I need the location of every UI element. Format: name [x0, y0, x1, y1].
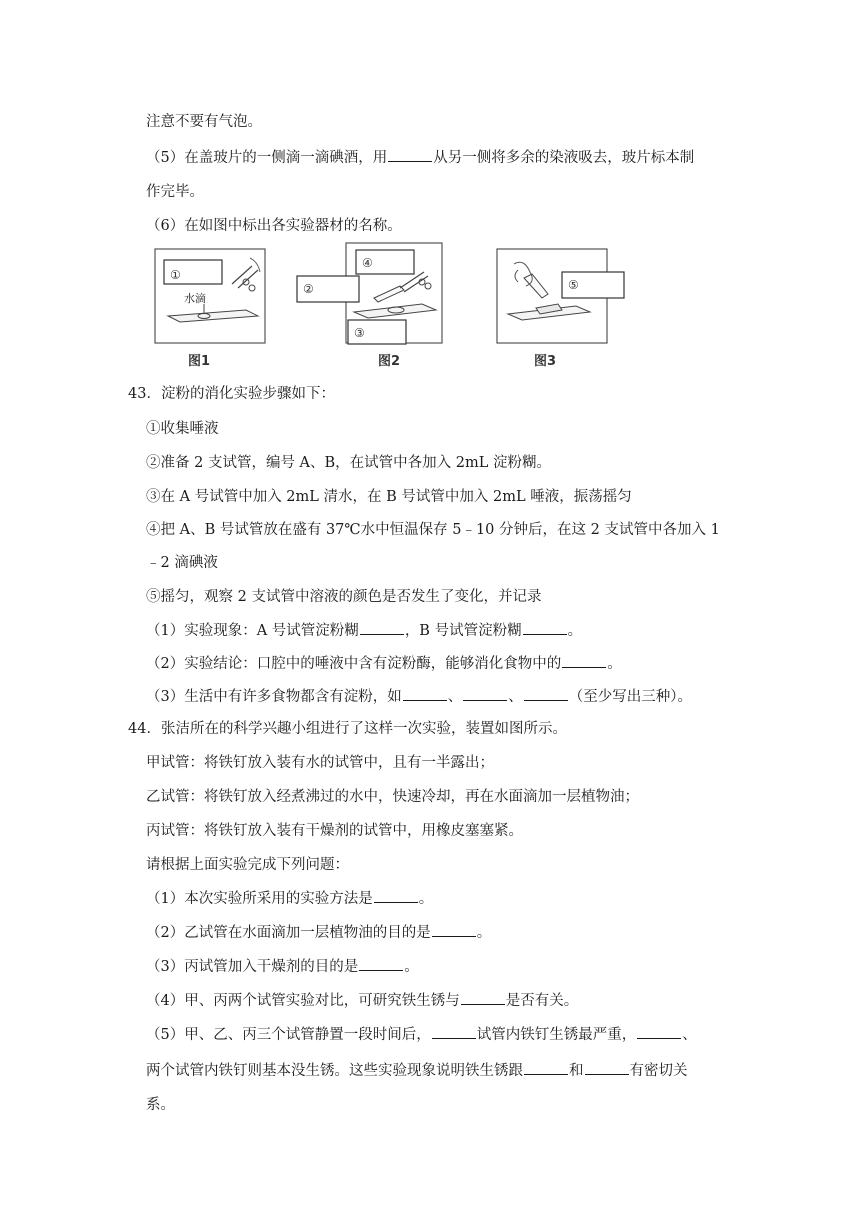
step-5: ⑤摇匀，观察 2 支试管中溶液的颜色是否发生了变化，并记录 — [146, 589, 542, 605]
text-segment: 、 — [508, 689, 523, 705]
text-segment: （3）生活中有许多食物都含有淀粉，如 — [146, 689, 402, 705]
tube-jia: 甲试管：将铁钉放入装有水的试管中，且有一半露出； — [146, 755, 494, 771]
question-44-5 — [146, 1024, 697, 1045]
label-3: ③ — [354, 326, 365, 340]
answer-blank[interactable] — [461, 990, 505, 1005]
text-segment: 。 — [607, 656, 622, 672]
answer-blank[interactable] — [388, 147, 432, 162]
text-segment: 有密切关 — [629, 1063, 688, 1079]
question-44-5-continued — [146, 1060, 688, 1081]
question-43-1 — [146, 620, 582, 641]
step-2: ②准备 2 支试管，编号 A、B，在试管中各加入 2mL 淀粉糊。 — [146, 455, 551, 471]
text-segment: 、 — [682, 1027, 697, 1043]
answer-blank[interactable] — [585, 1060, 629, 1075]
question-44-title: 44．张洁所在的科学兴趣小组进行了这样一次实验，装置如图所示。 — [128, 721, 567, 737]
step-4: ④把 A、B 号试管放在盛有 37℃水中恒温保存 5﹣10 分钟后，在这 2 支试管中各加入 1 — [146, 522, 720, 538]
text-segment: （3）丙试管加入干燥剂的目的是 — [146, 959, 359, 975]
text-segment: 。 — [418, 891, 434, 907]
question-44-3 — [146, 956, 419, 977]
figures-row — [150, 242, 630, 372]
question-6: （6）在如图中标出各实验器材的名称。 — [146, 218, 402, 234]
figure-2-caption: 图2 — [378, 354, 401, 369]
answer-blank[interactable] — [432, 922, 476, 937]
label-4: ④ — [362, 256, 373, 270]
text-segment: 两个试管内铁钉则基本没生锈。这些实验现象说明铁生锈跟 — [146, 1063, 523, 1079]
text-segment: 是否有关。 — [505, 993, 579, 1009]
label-5: ⑤ — [568, 278, 579, 292]
answer-blank[interactable] — [562, 653, 606, 668]
text-segment: （2）乙试管在水面滴加一层植物油的目的是 — [146, 925, 431, 941]
figure-2 — [296, 242, 446, 346]
answer-blank[interactable] — [523, 620, 567, 635]
figure-1 — [154, 248, 266, 344]
text-line: 作完毕。 — [146, 184, 204, 200]
text-segment: 。 — [404, 959, 419, 975]
text-segment: （1）实验现象：A 号试管淀粉糊 — [146, 623, 359, 639]
question-44-2 — [146, 922, 491, 943]
text-segment: 从另一侧将多余的染液吸去，玻片标本制 — [433, 150, 695, 166]
text-segment: 、 — [447, 689, 463, 705]
water-drop-label: 水滴 — [184, 292, 206, 305]
question-5 — [146, 147, 694, 168]
tube-bing: 丙试管：将铁钉放入装有干燥剂的试管中，用橡皮塞塞紧。 — [146, 823, 523, 839]
answer-blank[interactable] — [374, 888, 418, 903]
text-segment: 。 — [567, 623, 583, 639]
step-1: ①收集唾液 — [146, 421, 219, 437]
answer-blank[interactable] — [637, 1024, 681, 1039]
instruction: 请根据上面实验完成下列问题： — [146, 857, 349, 873]
text-line: 系。 — [146, 1097, 175, 1113]
answer-blank[interactable] — [360, 620, 404, 635]
label-1: ① — [170, 268, 181, 282]
step-3: ③在 A 号试管中加入 2mL 清水，在 B 号试管中加入 2mL 唾液，振荡摇匀 — [146, 489, 632, 505]
figure-1-caption: 图1 — [188, 354, 211, 369]
question-43-3 — [146, 686, 692, 707]
answer-blank[interactable] — [463, 686, 507, 701]
text-segment: （5）甲、乙、丙三个试管静置一段时间后， — [146, 1027, 431, 1043]
text-segment: ，B 号试管淀粉糊 — [404, 623, 522, 639]
text-segment: （4）甲、丙两个试管实验对比，可研究铁生锈与 — [146, 993, 460, 1009]
text-segment: 和 — [569, 1063, 584, 1079]
answer-blank[interactable] — [403, 686, 447, 701]
answer-blank[interactable] — [359, 956, 403, 971]
figure-3-caption: 图3 — [534, 354, 557, 369]
text-segment: 试管内铁钉生锈最严重， — [476, 1027, 637, 1043]
text-segment: 。 — [476, 925, 492, 941]
figure-3 — [496, 248, 626, 344]
text-segment: （至少写出三种）。 — [568, 689, 692, 705]
tube-yi: 乙试管：将铁钉放入经煮沸过的水中，快速冷却，再在水面滴加一层植物油； — [146, 789, 639, 805]
step-4-continued: ﹣2 滴碘液 — [146, 555, 218, 571]
question-44-4 — [146, 990, 578, 1011]
label-2: ② — [303, 282, 314, 296]
text-segment: （1）本次实验所采用的实验方法是 — [146, 891, 373, 907]
text-segment: （5）在盖玻片的一侧滴一滴碘酒，用 — [146, 150, 388, 166]
text-line: 注意不要有气泡。 — [146, 114, 262, 130]
text-segment: （2）实验结论：口腔中的唾液中含有淀粉酶，能够消化食物中的 — [146, 656, 562, 672]
answer-blank[interactable] — [524, 686, 568, 701]
answer-blank[interactable] — [524, 1060, 568, 1075]
question-43-title: 43．淀粉的消化实验步骤如下： — [128, 386, 335, 402]
answer-blank[interactable] — [432, 1024, 476, 1039]
question-43-2 — [146, 653, 622, 674]
question-44-1 — [146, 888, 433, 909]
